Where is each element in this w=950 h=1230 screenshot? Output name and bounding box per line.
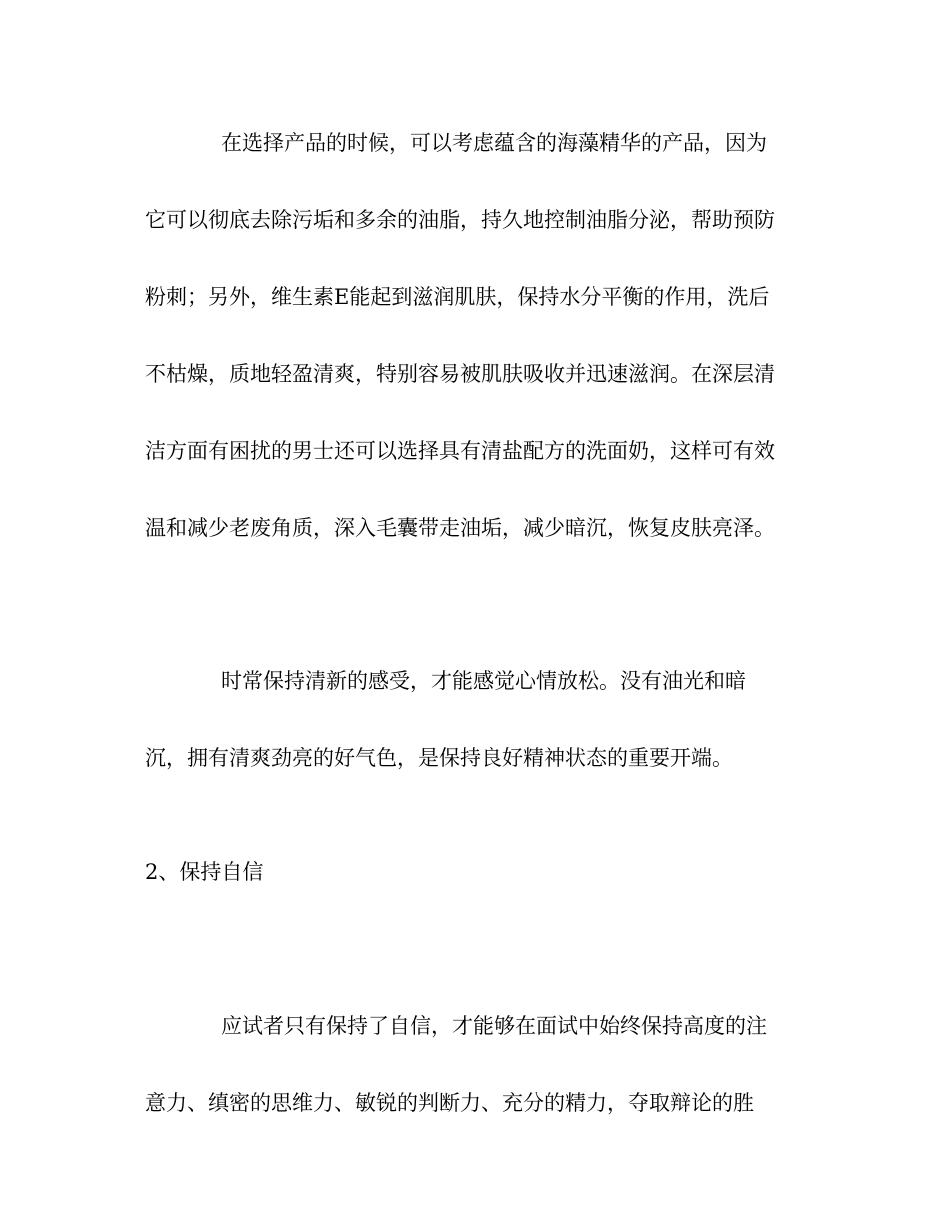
paragraph-1-line-6: 温和减少老废角质，深入毛囊带走油垢，减少暗沉，恢复皮肤亮泽。 [145, 516, 775, 540]
paragraph-1-line-2: 它可以彻底去除污垢和多余的油脂，持久地控制油脂分泌，帮助预防 [145, 208, 775, 232]
section-heading: 2、保持自信 [145, 860, 264, 884]
paragraph-3-line-2: 意力、缜密的思维力、敏锐的判断力、充分的精力，夺取辩论的胜 [145, 1091, 754, 1115]
paragraph-1-line-5: 洁方面有困扰的男士还可以选择具有清盐配方的洗面奶，这样可有效 [145, 439, 775, 463]
paragraph-3-line-1: 应试者只有保持了自信，才能够在面试中始终保持高度的注 [221, 1014, 767, 1038]
paragraph-1-line-1: 在选择产品的时候，可以考虑蕴含的海藻精华的产品，因为 [221, 131, 767, 155]
paragraph-2-line-2: 沉，拥有清爽劲亮的好气色，是保持良好精神状态的重要开端。 [145, 746, 733, 770]
paragraph-1-line-3: 粉刺；另外，维生素E能起到滋润肌肤，保持水分平衡的作用，洗后 [145, 285, 770, 309]
paragraph-1-line-4: 不枯燥，质地轻盈清爽，特别容易被肌肤吸收并迅速滋润。在深层清 [145, 362, 775, 386]
paragraph-2-line-1: 时常保持清新的感受，才能感觉心情放松。没有油光和暗 [221, 669, 746, 693]
